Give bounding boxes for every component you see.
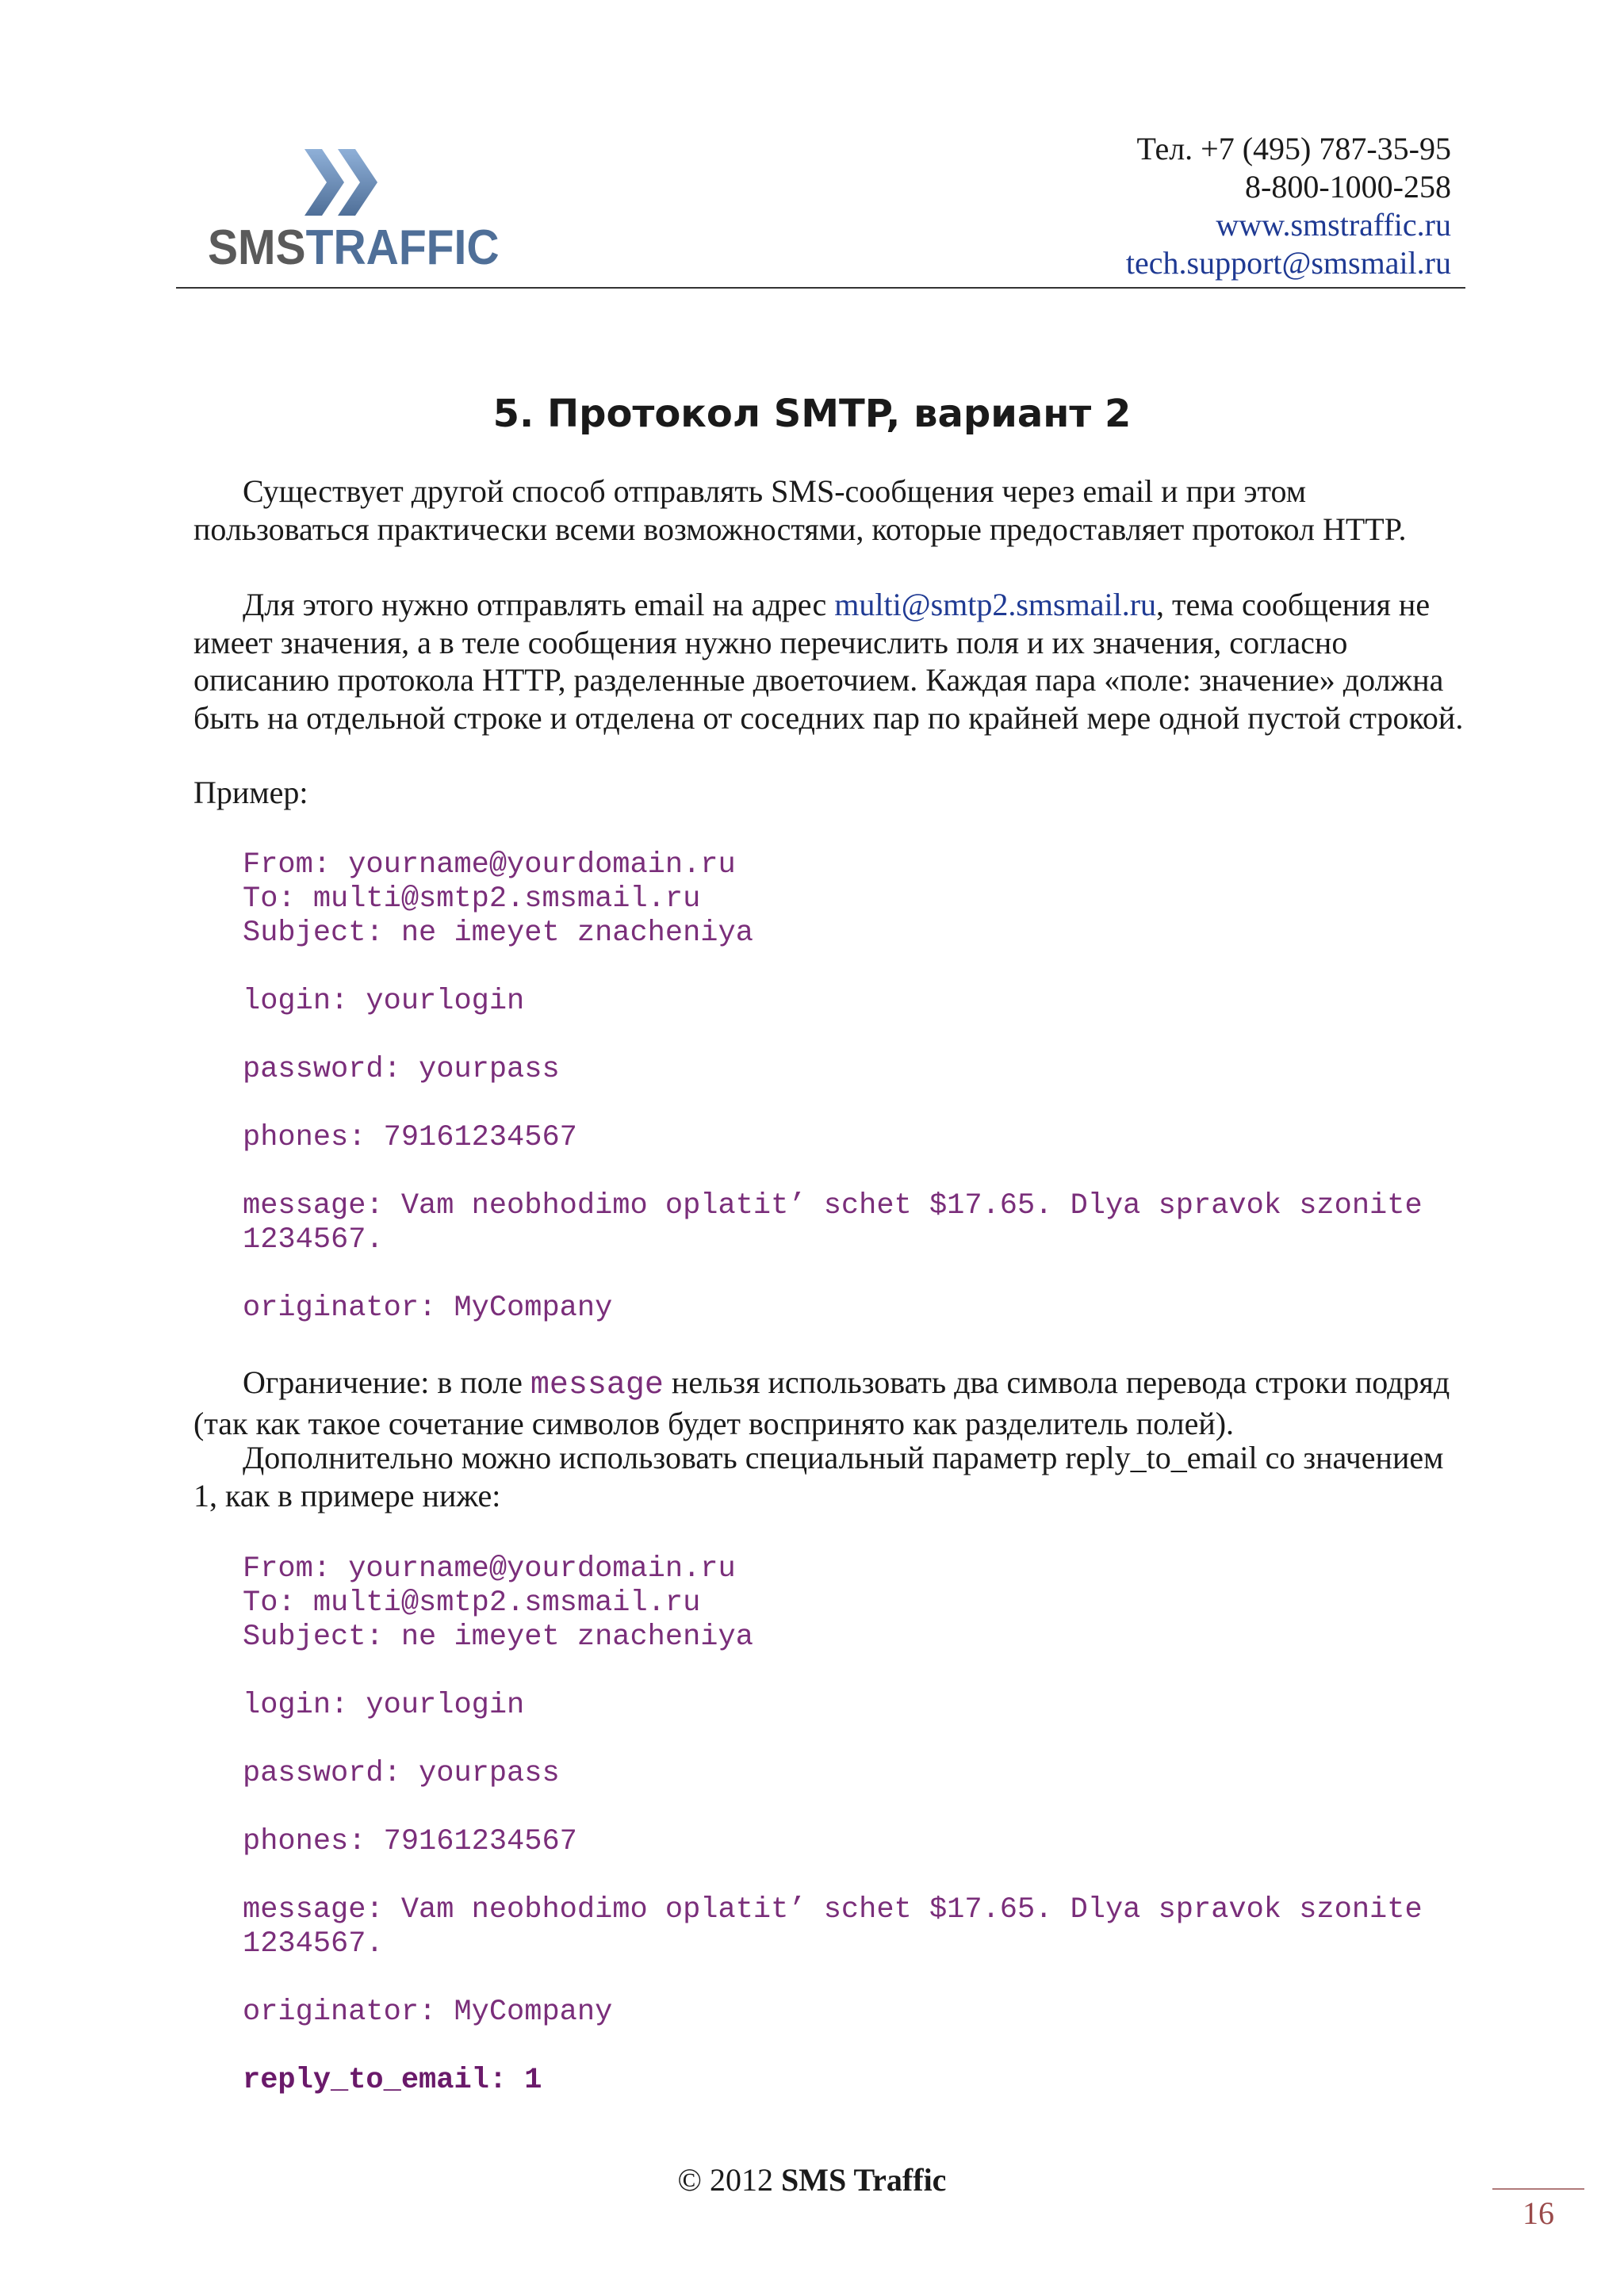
code-line: phones: 79161234567 (243, 1825, 577, 1858)
inline-code-message: message (530, 1368, 664, 1403)
double-chevron-icon (304, 149, 384, 216)
code-line: message: Vam neobhodimo oplatit’ schet $17.65. Dlya spravok szonite (243, 1189, 1423, 1223)
code-line: Subject: ne imeyet znacheniya (243, 1621, 753, 1654)
code-line: To: multi@smtp2.smsmail.ru (243, 882, 701, 916)
code-line: originator: MyCompany (243, 1996, 613, 2029)
header-divider (176, 287, 1465, 289)
restriction-paragraph: Ограничение: в поле message нельзя использовать два символа перевода строки подряд (так как такое сочетание символов будет воспринято как разделитель полей). (193, 1364, 1450, 1441)
example-1-code (243, 848, 1423, 1326)
code-line: message: Vam neobhodimo oplatit’ schet $17.65. Dlya spravok szonite (243, 1893, 1423, 1927)
example-2-code (243, 1552, 1423, 2098)
code-line: From: yourname@yourdomain.ru (243, 848, 736, 882)
code-line: Subject: ne imeyet znacheniya (243, 916, 753, 950)
code-line: 1234567. (243, 1927, 384, 1961)
contact-phone-2: 8-800-1000-258 (1245, 169, 1451, 205)
contact-block (1126, 130, 1451, 282)
code-line: password: yourpass (243, 1053, 560, 1086)
page-number: 16 (1522, 2195, 1554, 2231)
support-email-link[interactable]: tech.support@smsmail.ru (1125, 245, 1451, 281)
page-number-divider (1492, 2188, 1584, 2190)
section-title: 5. Протокол SMTP, вариант 2 (492, 392, 1132, 436)
logo-wordmark: SMSTRAFFIC (208, 220, 500, 275)
code-line: From: yourname@yourdomain.ru (243, 1552, 736, 1586)
additional-paragraph: Дополнительно можно использовать специальный параметр reply_to_email со значением 1, как в примере ниже: (193, 1440, 1444, 1513)
code-line: login: yourlogin (243, 985, 525, 1018)
smtp-address-link[interactable]: multi@smtp2.smsmail.ru (834, 587, 1157, 622)
code-line: originator: MyCompany (243, 1292, 613, 1325)
code-line: 1234567. (243, 1223, 384, 1257)
website-link[interactable]: www.smstraffic.ru (1216, 207, 1451, 243)
contact-phone-1: Тел. +7 (495) 787-35-95 (1136, 131, 1451, 166)
code-line: phones: 79161234567 (243, 1121, 577, 1154)
intro-paragraph-1: Существует другой способ отправлять SMS-сообщения через email и при этом пользоваться практически всеми возможностями, которые предоставляет протокол HTTP. (193, 473, 1407, 547)
example-label: Пример: (193, 775, 308, 810)
code-line-reply-to-email: reply_to_email: 1 (243, 2064, 542, 2097)
footer-copyright: © 2012 SMS Traffic (677, 2162, 947, 2198)
code-line: password: yourpass (243, 1757, 560, 1790)
intro-paragraph-2: Для этого нужно отправлять email на адрес multi@smtp2.smsmail.ru, тема сообщения не имеет значения, а в теле сообщения нужно перечислить поля и их значения, согласно описанию протокола HTTP, разделенные двоеточием. Каждая пара «поле: значение» должна быть на отдельной строке и отделена от соседних пар по крайней мере одной пустой строкой. (193, 587, 1464, 736)
code-line: To: multi@smtp2.smsmail.ru (243, 1586, 701, 1620)
code-line: login: yourlogin (243, 1689, 525, 1722)
smstraffic-logo (208, 144, 500, 279)
